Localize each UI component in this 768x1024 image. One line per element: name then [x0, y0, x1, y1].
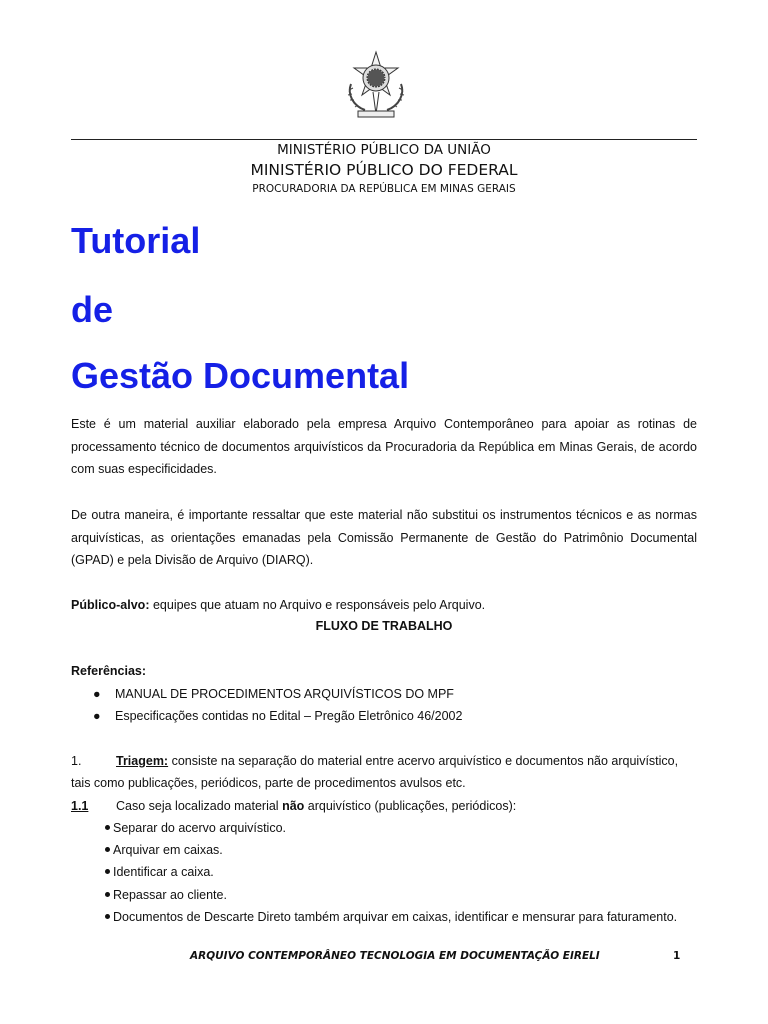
section-1-number: 1. — [71, 754, 82, 768]
bullet-icon — [105, 825, 110, 830]
section-1-1 — [71, 796, 516, 816]
reference-item-text: Especificações contidas no Edital – Pregão Eletrônico 46/2002 — [115, 709, 463, 723]
section-1-1-text: Caso seja localizado material — [116, 799, 283, 813]
bullet-icon — [105, 892, 110, 897]
bullet-icon — [105, 869, 110, 874]
title-line-3: Gestão Documental — [71, 355, 410, 396]
reference-item — [93, 684, 454, 704]
intro-paragraph-2: De outra maneira, é importante ressaltar que este material não substitui os instrumentos técnicos e as normas arquivísticas, as orientações emanadas pela Comissão Permanente de Gestão do Patrimônio Documental (GPAD) e pela Divisão de Arquivo (DIARQ). — [71, 508, 697, 567]
step-item — [105, 907, 677, 927]
title-line-2: de — [71, 289, 114, 330]
references-label: Referências: — [71, 664, 147, 678]
audience-label: Público-alvo: — [71, 598, 150, 612]
header-line-3: PROCURADORIA DA REPÚBLICA EM MINAS GERAIS — [252, 183, 516, 195]
step-item — [105, 885, 227, 905]
section-1-label: Triagem: — [116, 754, 169, 768]
bullet-icon: ● — [93, 709, 101, 723]
step-item-text: Documentos de Descarte Direto também arquivar em caixas, identificar e mensurar para faturamento. — [113, 910, 678, 924]
section-1-1-number: 1.1 — [71, 799, 89, 813]
step-item-text: Separar do acervo arquivístico. — [113, 821, 287, 835]
step-item — [105, 862, 214, 882]
coat-of-arms-icon — [343, 48, 409, 120]
header-rule — [71, 139, 697, 140]
intro-paragraph-1: Este é um material auxiliar elaborado pela empresa Arquivo Contemporâneo para apoiar as rotinas de processamento técnico de documentos arquivísticos da Procuradoria da República em Minas Gerais, de acordo com suas especificidades. — [71, 417, 697, 476]
section-1-text-b: tais como publicações, periódicos, parte de procedimentos avulsos etc. — [71, 776, 466, 790]
section-1-1-bold: não — [282, 799, 305, 813]
header-line-2: MINISTÉRIO PÚBLICO DO FEDERAL — [250, 161, 518, 179]
step-item-text: Identificar a caixa. — [113, 865, 214, 879]
section-1-1-text-after: arquivístico (publicações, periódicos): — [304, 799, 517, 813]
bullet-icon — [105, 847, 110, 852]
header-line-1: MINISTÉRIO PÚBLICO DA UNIÃO — [277, 142, 491, 158]
section-1-text-a: consiste na separação do material entre acervo arquivístico e documentos não arquivístico, — [168, 754, 679, 768]
step-item — [105, 840, 223, 860]
bullet-icon — [105, 914, 110, 919]
audience-line — [71, 595, 485, 615]
step-item — [105, 818, 286, 838]
section-1 — [71, 751, 697, 771]
title-line-1: Tutorial — [71, 220, 201, 261]
reference-item — [93, 706, 462, 726]
step-item-text: Repassar ao cliente. — [113, 888, 227, 902]
audience-text: equipes que atuam no Arquivo e responsáveis pelo Arquivo. — [149, 598, 486, 612]
footer-text: ARQUIVO CONTEMPORÂNEO TECNOLOGIA EM DOCUMENTAÇÃO EIRELI — [190, 950, 600, 962]
bullet-icon: ● — [93, 687, 101, 701]
reference-item-text: MANUAL DE PROCEDIMENTOS ARQUIVÍSTICOS DO MPF — [115, 687, 454, 701]
page-number: 1 — [673, 950, 681, 962]
step-item-text: Arquivar em caixas. — [113, 843, 223, 857]
flow-heading: FLUXO DE TRABALHO — [315, 619, 453, 633]
